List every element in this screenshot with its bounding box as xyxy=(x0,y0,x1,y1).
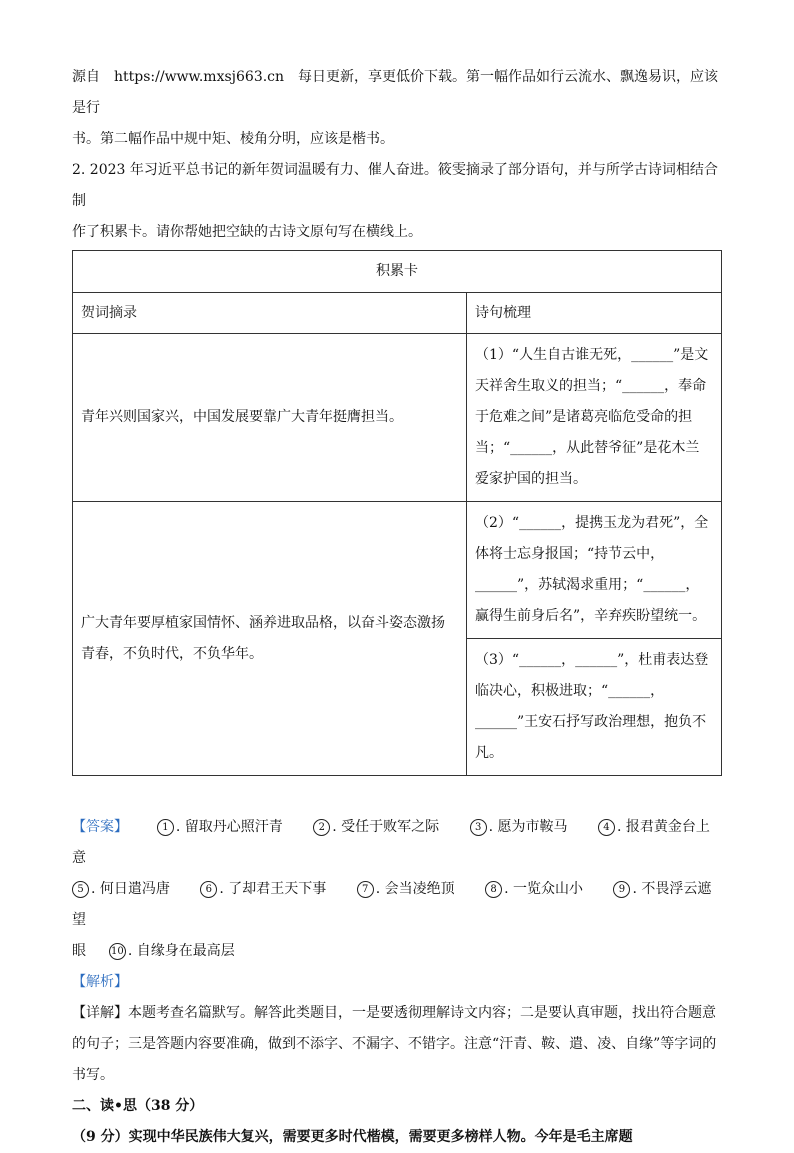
circled-number: 8 xyxy=(485,881,502,898)
answer-item: 4 . 报君黄金台上意 xyxy=(72,819,710,866)
answer-item: 2 . 受任于败军之际 xyxy=(313,819,439,835)
card-header-poems: 诗句梳理 xyxy=(467,293,722,334)
answer-item: 10 . 自缘身在最高层 xyxy=(109,943,235,959)
question-line-2: 作了积累卡。请你帮她把空缺的古诗文原句写在横线上。 xyxy=(72,224,422,240)
answer-block xyxy=(72,812,722,967)
analysis-detail: 【详解】本题考查名篇默写。解答此类题目，一是要透彻理解诗文内容；二是要认真审题，找出符合题意的句子；三是答题内容要准确，做到不添字、不漏字、不错字。注意“汗青、鞍、遣、凌、自缘”等字词的书写。 xyxy=(72,1005,717,1083)
section-question-line: （9 分）实现中华民族伟大复兴，需要更多时代楷模，需要更多榜样人物。今年是毛主席题 xyxy=(72,1129,633,1145)
answer-continuation: 眼 xyxy=(72,943,86,959)
answer-label: 【答案】 xyxy=(72,819,128,835)
section-heading: 二、读•思（38 分） xyxy=(72,1098,204,1114)
card-row1-poems: （1）“人生自古谁无死，______”是文天祥舍生取义的担当；“______，奉命于危难之间”是诸葛亮临危受命的担当；“______，从此替爷征”是花木兰爱家护国的担当。 xyxy=(467,334,722,502)
answer-item: 9 . 不畏浮云遮望 xyxy=(72,881,712,928)
circled-number: 4 xyxy=(598,819,615,836)
circled-number: 2 xyxy=(313,819,330,836)
card-row2-poems-a: （2）“______，提携玉龙为君死”，全体将士忘身报国；“持节云中，______”，苏轼渴求重用；“______，赢得生前身后名”，辛弃疾盼望统一。 xyxy=(467,502,722,639)
card-header-excerpt: 贺词摘录 xyxy=(73,293,467,334)
answer-item: 3 . 愿为市鞍马 xyxy=(470,819,568,835)
card-row1-excerpt: 青年兴则国家兴，中国发展要靠广大青年挺膺担当。 xyxy=(73,334,467,502)
answer-line-1 xyxy=(72,812,722,874)
question-line-1: 2. 2023 年习近平总书记的新年贺词温暖有力、催人奋进。筱雯摘录了部分语句，并与所学古诗词相结合制 xyxy=(72,162,718,209)
circled-number: 3 xyxy=(470,819,487,836)
circled-number: 7 xyxy=(357,881,374,898)
intro-line-1: 源自 https://www.mxsj663.cn 每日更新，享更低价下载。第一幅作品如行云流水、飘逸易识，应该是行 xyxy=(72,69,719,116)
circled-number: 5 xyxy=(72,881,89,898)
circled-number: 9 xyxy=(613,881,630,898)
answer-item: 6 . 了却君王天下事 xyxy=(200,881,326,897)
card-row2-poems-b: （3）“______，______”，杜甫表达登临决心，积极进取；“______，______”王安石抒写政治理想，抱负不凡。 xyxy=(467,639,722,776)
intro-line-2: 书。第二幅作品中规中矩、棱角分明，应该是楷书。 xyxy=(72,131,394,147)
answer-item: 5 . 何日遣冯唐 xyxy=(72,881,170,897)
document-page xyxy=(72,62,722,1153)
answer-line-3 xyxy=(72,936,722,967)
circled-number: 6 xyxy=(200,881,217,898)
card-row2-excerpt: 广大青年要厚植家国情怀、涵养进取品格，以奋斗姿态激扬青春，不负时代，不负华年。 xyxy=(73,502,467,776)
circled-number: 10 xyxy=(109,943,126,960)
circled-number: 1 xyxy=(157,819,174,836)
analysis-label: 【解析】 xyxy=(72,974,128,990)
answer-line-2 xyxy=(72,874,722,936)
card-title: 积累卡 xyxy=(73,251,722,293)
answer-item: 1 . 留取丹心照汗青 xyxy=(157,819,283,835)
accumulation-card-table xyxy=(72,250,722,776)
answer-item: 8 . 一览众山小 xyxy=(485,881,583,897)
answer-item: 7 . 会当凌绝顶 xyxy=(357,881,455,897)
